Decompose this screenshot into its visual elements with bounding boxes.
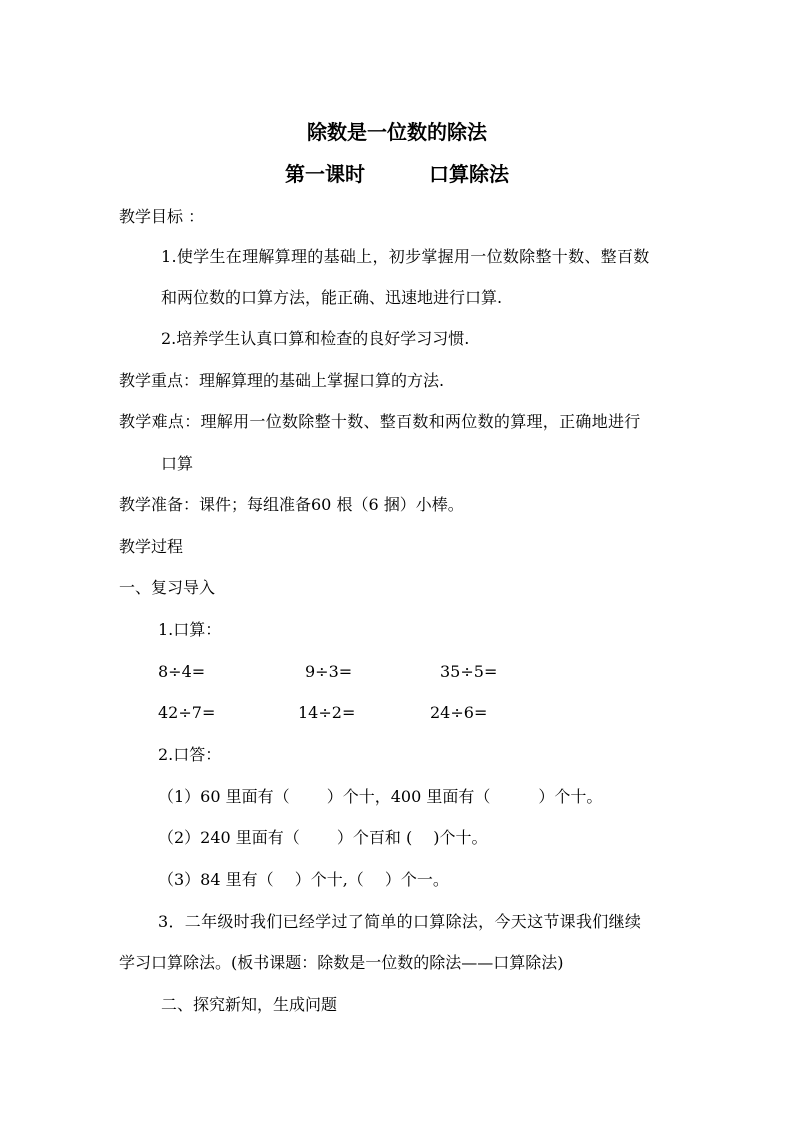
mental-math-item: 35÷5= [440,662,498,681]
key-point: 教学重点：理解算理的基础上掌握口算的方法. [119,371,445,390]
difficulty-line-1: 教学难点：理解用一位数除整十数、整百数和两位数的算理，正确地进行 [119,412,641,431]
item-3-line-2: 学习口算除法。(板书课题：除数是一位数的除法——口算除法) [119,953,564,972]
item-1-label: 1.口算： [158,620,222,639]
goal-1-line-2: 和两位数的口算方法，能正确、迅速地进行口算. [161,288,503,307]
goal-heading: 教学目标 ： [119,207,205,226]
preparation: 教学准备：课件；每组准备60 根（6 捆）小棒。 [119,495,464,514]
question-1: （1）60 里面有（ ）个十，400 里面有（ ）个十。 [158,787,603,806]
mental-math-item: 8÷4= [158,662,206,681]
item-2-label: 2.口答： [158,745,222,764]
item-3-line-1: 3．二年级时我们已经学过了简单的口算除法，今天这节课我们继续 [158,912,642,931]
difficulty-line-2: 口算 [161,454,194,473]
subtitle-lesson: 第一课时 [285,162,365,186]
process-heading: 教学过程 [119,537,184,556]
mental-math-item: 14÷2= [298,703,356,722]
goal-1-line-1: 1.使学生在理解算理的基础上，初步掌握用一位数除整十数、整百数 [161,247,650,266]
question-3: （3）84 里有（ ）个十,（ ）个一。 [158,870,449,889]
section-1-heading: 一、复习导入 [119,578,216,597]
document-title: 除数是一位数的除法 [307,120,487,144]
question-2: （2）240 里面有（ ）个百和 ( )个十。 [158,828,488,847]
section-2-heading: 二、探究新知，生成问题 [161,995,338,1014]
subtitle-topic: 口算除法 [429,162,509,186]
mental-math-item: 9÷3= [305,662,353,681]
goal-2: 2.培养学生认真口算和检查的良好学习习惯. [161,329,470,348]
mental-math-item: 42÷7= [158,703,216,722]
document-subtitle [0,158,794,187]
mental-math-item: 24÷6= [430,703,488,722]
